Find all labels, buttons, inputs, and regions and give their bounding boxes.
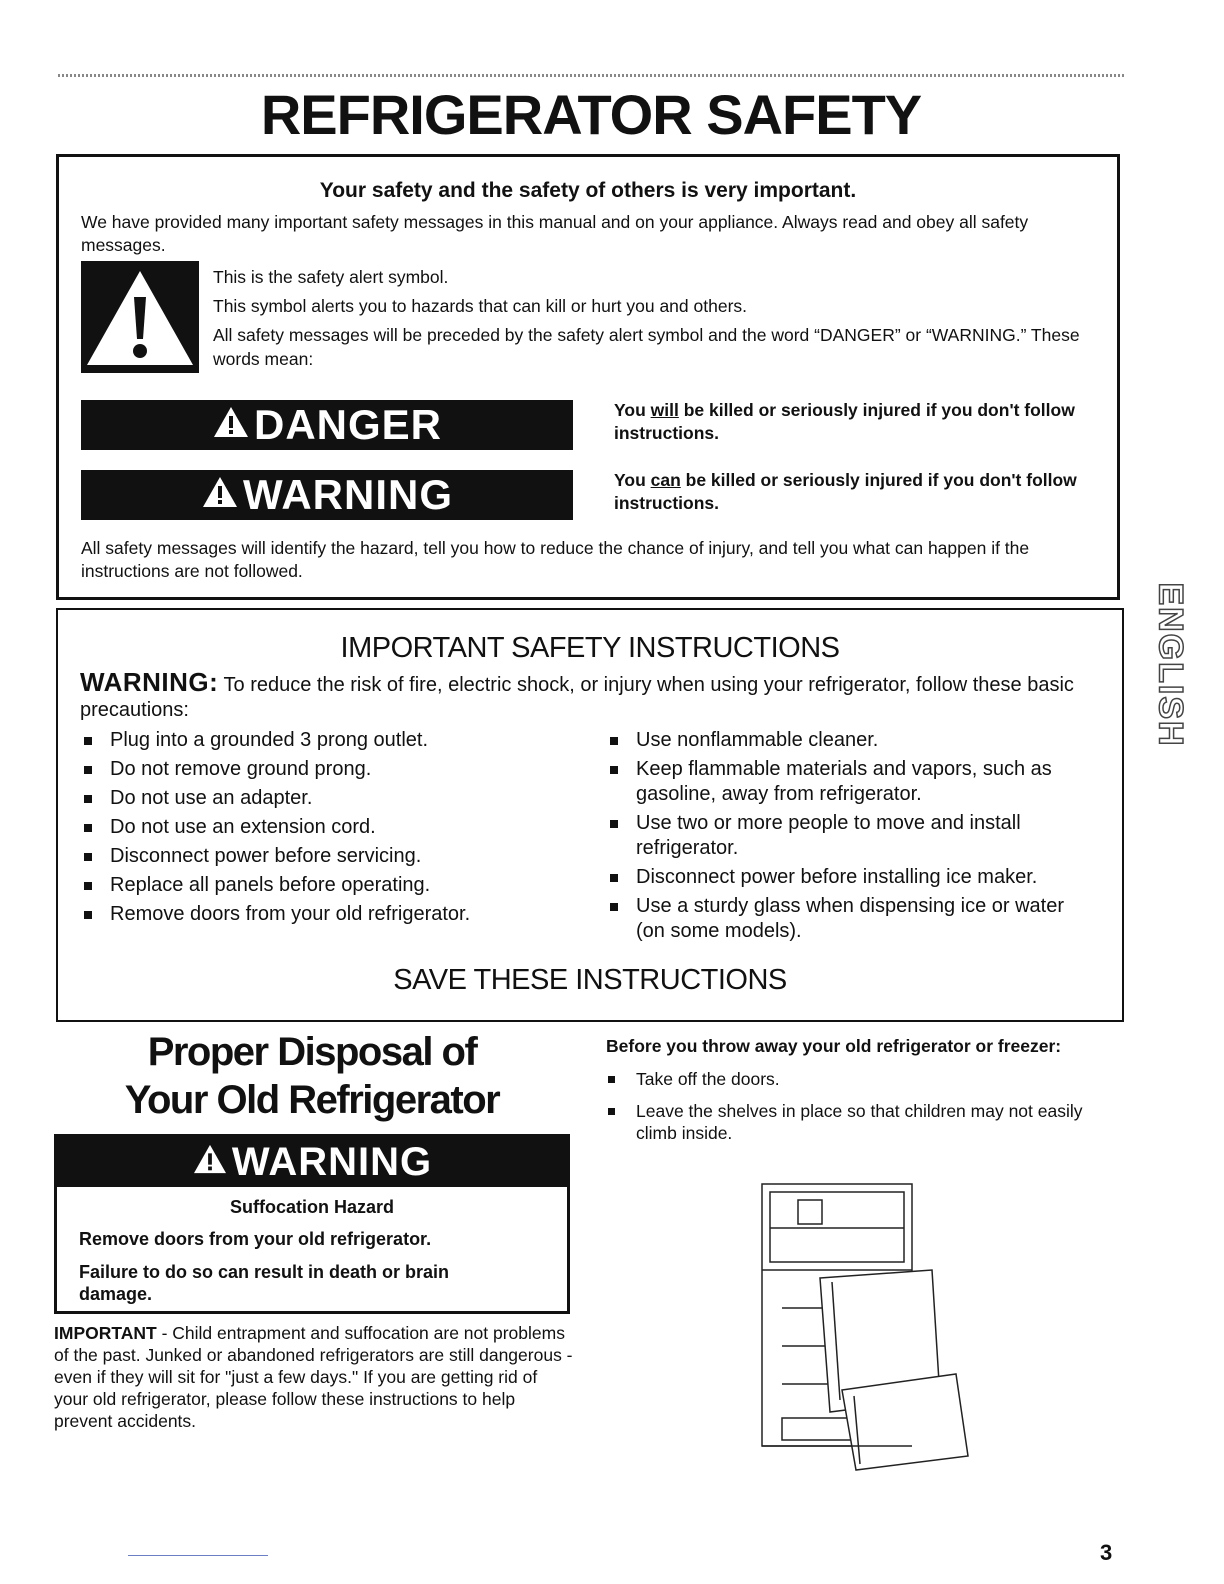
list-item: Take off the doors.	[606, 1068, 1106, 1090]
safety-subhead: Your safety and the safety of others is very important.	[319, 179, 857, 202]
warning-signal-bar	[81, 470, 573, 520]
alert-line: This is the safety alert symbol.	[213, 267, 449, 287]
instructions-title: IMPORTANT SAFETY INSTRUCTIONS	[340, 632, 840, 664]
hazard-consequence: Failure to do so can result in death or brain damage.	[79, 1262, 450, 1304]
disposal-title	[56, 1028, 568, 1124]
safety-alert-icon	[81, 261, 199, 373]
alert-line: This symbol alerts you to hazards that can kill or hurt you and others.	[213, 296, 748, 316]
warning-triangle-icon	[212, 401, 250, 449]
top-rule	[58, 74, 1124, 77]
list-item: Do not remove ground prong.	[80, 757, 550, 782]
list-item: Replace all panels before operating.	[80, 873, 550, 898]
page-number: 3	[1100, 1540, 1113, 1565]
alert-lines	[213, 265, 1093, 376]
alert-line: All safety messages will be preceded by the safety alert symbol and the word “DANGER” or “WARNING.” These words mean:	[213, 325, 1080, 369]
disposal-title-line: Proper Disposal of	[147, 1030, 477, 1074]
save-instructions-title: SAVE THESE INSTRUCTIONS	[393, 964, 787, 996]
instructions-left-list	[80, 728, 550, 931]
safety-outro: All safety messages will identify the hazard, tell you how to reduce the chance of injury, and tell you what can happen if the instructions are not followed.	[81, 538, 1030, 581]
before-throw-heading: Before you throw away your old refrigerator or freezer:	[606, 1036, 1062, 1056]
list-item: Keep flammable materials and vapors, such as gasoline, away from refrigerator.	[606, 757, 1076, 807]
list-item: Use two or more people to move and install refrigerator.	[606, 811, 1076, 861]
safety-box	[56, 154, 1120, 600]
warning-meaning: You can be killed or seriously injured if you don't follow instructions.	[614, 470, 1077, 513]
hazard-instruction: Remove doors from your old refrigerator.	[79, 1229, 432, 1249]
warning-label: WARNING	[243, 471, 453, 518]
list-item: Use a sturdy glass when dispensing ice or water (on some models).	[606, 894, 1076, 944]
safety-intro: We have provided many important safety messages in this manual and on your appliance. Always read and obey all safety messages.	[81, 212, 1029, 255]
instructions-right-list	[606, 728, 1076, 948]
warning-triangle-icon	[192, 1140, 228, 1185]
list-item: Disconnect power before servicing.	[80, 844, 550, 869]
warning-signal-bar	[57, 1137, 567, 1187]
side-tab-label: ENGLISH	[1151, 582, 1190, 748]
refrigerator-illustration	[752, 1178, 978, 1478]
list-item: Leave the shelves in place so that children may not easily climb inside.	[606, 1100, 1106, 1144]
list-item: Do not use an adapter.	[80, 786, 550, 811]
danger-meaning: You will be killed or seriously injured if you don't follow instructions.	[614, 400, 1075, 443]
danger-label: DANGER	[253, 401, 442, 448]
hazard-name: Suffocation Hazard	[229, 1197, 394, 1217]
before-throw-list	[606, 1068, 1106, 1154]
instructions-warning: WARNING: To reduce the risk of fire, electric shock, or injury when using your refrigerator, follow these basic precautions:	[80, 667, 1074, 721]
list-item: Remove doors from your old refrigerator.	[80, 902, 550, 927]
list-item: Disconnect power before installing ice maker.	[606, 865, 1076, 890]
list-item: Use nonflammable cleaner.	[606, 728, 1076, 753]
suffocation-warning-box	[54, 1134, 570, 1314]
list-item: Do not use an extension cord.	[80, 815, 550, 840]
warning-label: WARNING	[231, 1139, 433, 1184]
list-item: Plug into a grounded 3 prong outlet.	[80, 728, 550, 753]
important-paragraph: IMPORTANT - Child entrapment and suffocation are not problems of the past. Junked or abandoned refrigerators are still dangerous - even if they will sit for "just a few days." If you are getting rid of your old refrigerator, please follow these instructions to help prevent accidents.	[54, 1323, 573, 1431]
instructions-box	[56, 608, 1124, 1022]
disposal-title-line: Your Old Refrigerator	[124, 1078, 500, 1122]
danger-signal-bar	[81, 400, 573, 450]
language-side-tab	[1150, 570, 1190, 760]
footer-rule	[128, 1555, 268, 1556]
page-title: REFRIGERATOR SAFETY	[260, 83, 922, 146]
warning-triangle-icon	[201, 471, 239, 519]
